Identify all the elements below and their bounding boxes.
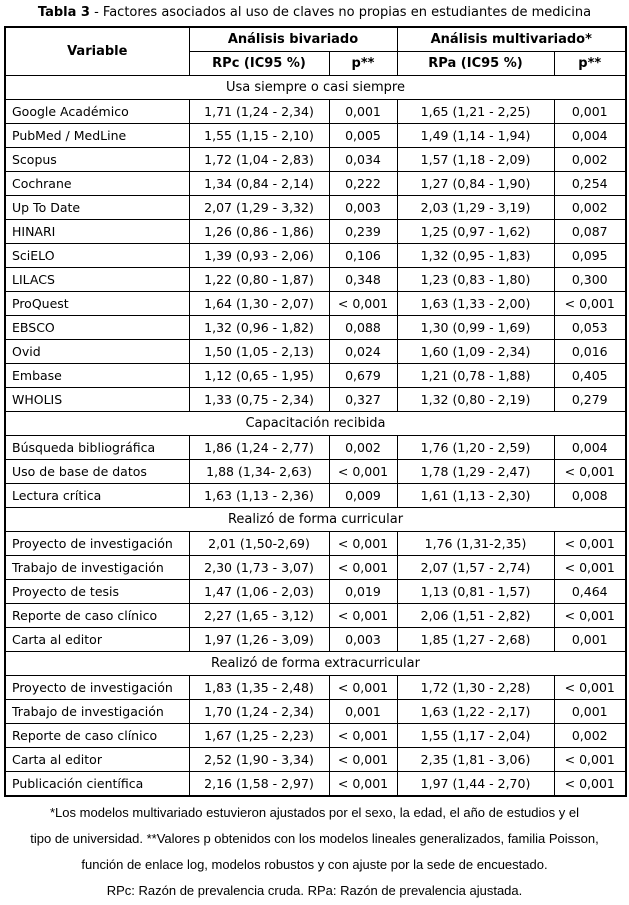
cell-variable: Trabajo de investigación	[5, 700, 189, 724]
cell-p-bivariate: 0,679	[329, 364, 397, 388]
cell-p-bivariate: 0,019	[329, 580, 397, 604]
table-row	[5, 748, 626, 772]
cell-p-bivariate: 0,239	[329, 220, 397, 244]
cell-variable: Cochrane	[5, 172, 189, 196]
section-row	[5, 652, 626, 676]
cell-variable: Google Académico	[5, 100, 189, 124]
table-row	[5, 244, 626, 268]
cell-p-multivariate: < 0,001	[554, 292, 626, 316]
cell-rpa: 2,35 (1,81 - 3,06)	[397, 748, 554, 772]
footnote-line: RPc: Razón de prevalencia cruda. RPa: Razón de prevalencia ajustada.	[106, 883, 523, 898]
cell-rpa: 1,97 (1,44 - 2,70)	[397, 772, 554, 797]
cell-variable: Lectura crítica	[5, 484, 189, 508]
cell-p-multivariate: 0,001	[554, 100, 626, 124]
cell-rpa: 1,85 (1,27 - 2,68)	[397, 628, 554, 652]
col-header-rpa: RPa (IC95 %)	[397, 52, 554, 76]
cell-p-multivariate: 0,002	[554, 148, 626, 172]
cell-rpc: 1,33 (0,75 - 2,34)	[189, 388, 329, 412]
cell-rpc: 2,52 (1,90 - 3,34)	[189, 748, 329, 772]
cell-p-bivariate: 0,348	[329, 268, 397, 292]
cell-rpa: 1,61 (1,13 - 2,30)	[397, 484, 554, 508]
cell-rpa: 1,76 (1,31-2,35)	[397, 532, 554, 556]
cell-rpa: 1,63 (1,33 - 2,00)	[397, 292, 554, 316]
cell-rpc: 2,01 (1,50-2,69)	[189, 532, 329, 556]
cell-rpc: 1,22 (0,80 - 1,87)	[189, 268, 329, 292]
table-row	[5, 340, 626, 364]
cell-variable: Reporte de caso clínico	[5, 604, 189, 628]
cell-p-bivariate: < 0,001	[329, 676, 397, 700]
cell-rpa: 1,55 (1,17 - 2,04)	[397, 724, 554, 748]
cell-p-multivariate: 0,279	[554, 388, 626, 412]
table-row	[5, 292, 626, 316]
cell-rpa: 1,72 (1,30 - 2,28)	[397, 676, 554, 700]
cell-p-bivariate: < 0,001	[329, 556, 397, 580]
cell-rpa: 1,63 (1,22 - 2,17)	[397, 700, 554, 724]
table-row	[5, 148, 626, 172]
results-table	[4, 26, 627, 797]
cell-p-multivariate: 0,095	[554, 244, 626, 268]
cell-rpc: 1,26 (0,86 - 1,86)	[189, 220, 329, 244]
cell-rpa: 1,23 (0,83 - 1,80)	[397, 268, 554, 292]
table-caption-number: Tabla 3	[37, 5, 90, 20]
cell-variable: Búsqueda bibliográfica	[5, 436, 189, 460]
cell-rpc: 1,67 (1,25 - 2,23)	[189, 724, 329, 748]
table-row	[5, 388, 626, 412]
cell-p-bivariate: < 0,001	[329, 292, 397, 316]
cell-variable: Proyecto de investigación	[5, 532, 189, 556]
cell-variable: Carta al editor	[5, 748, 189, 772]
cell-p-multivariate: 0,004	[554, 436, 626, 460]
cell-p-bivariate: 0,001	[329, 700, 397, 724]
table-row	[5, 580, 626, 604]
footnotes	[0, 800, 629, 904]
cell-rpc: 1,72 (1,04 - 2,83)	[189, 148, 329, 172]
cell-p-bivariate: < 0,001	[329, 604, 397, 628]
cell-p-multivariate: < 0,001	[554, 676, 626, 700]
cell-p-bivariate: < 0,001	[329, 460, 397, 484]
table-row	[5, 220, 626, 244]
footnote-line: función de enlace log, modelos robustos y con ajuste por la sede de encuestado.	[81, 857, 548, 872]
section-label: Capacitación recibida	[5, 412, 626, 436]
cell-rpa: 1,49 (1,14 - 1,94)	[397, 124, 554, 148]
cell-rpc: 1,86 (1,24 - 2,77)	[189, 436, 329, 460]
section-label: Realizó de forma curricular	[5, 508, 626, 532]
cell-p-bivariate: 0,222	[329, 172, 397, 196]
cell-variable: HINARI	[5, 220, 189, 244]
footnote-line: *Los modelos multivariado estuvieron ajustados por el sexo, la edad, el año de estudios y el	[50, 805, 579, 820]
cell-p-multivariate: 0,016	[554, 340, 626, 364]
table-caption	[0, 3, 629, 26]
section-label: Usa siempre o casi siempre	[5, 76, 626, 100]
cell-rpa: 1,21 (0,78 - 1,88)	[397, 364, 554, 388]
cell-p-bivariate: 0,009	[329, 484, 397, 508]
table-row	[5, 268, 626, 292]
cell-variable: Proyecto de tesis	[5, 580, 189, 604]
section-label: Realizó de forma extracurricular	[5, 652, 626, 676]
cell-rpc: 2,27 (1,65 - 3,12)	[189, 604, 329, 628]
table-row	[5, 484, 626, 508]
cell-p-bivariate: 0,003	[329, 196, 397, 220]
table-row	[5, 772, 626, 797]
cell-rpc: 1,70 (1,24 - 2,34)	[189, 700, 329, 724]
table-row	[5, 196, 626, 220]
table-row	[5, 724, 626, 748]
table-row	[5, 532, 626, 556]
cell-rpa: 1,30 (0,99 - 1,69)	[397, 316, 554, 340]
cell-variable: Publicación científica	[5, 772, 189, 797]
cell-rpc: 1,97 (1,26 - 3,09)	[189, 628, 329, 652]
cell-p-bivariate: 0,003	[329, 628, 397, 652]
cell-variable: Proyecto de investigación	[5, 676, 189, 700]
cell-p-bivariate: 0,005	[329, 124, 397, 148]
cell-variable: Embase	[5, 364, 189, 388]
table-header	[5, 27, 626, 76]
cell-rpa: 1,78 (1,29 - 2,47)	[397, 460, 554, 484]
cell-rpa: 1,60 (1,09 - 2,34)	[397, 340, 554, 364]
cell-rpa: 1,32 (0,80 - 2,19)	[397, 388, 554, 412]
cell-p-multivariate: < 0,001	[554, 556, 626, 580]
cell-p-bivariate: < 0,001	[329, 772, 397, 797]
table-row	[5, 124, 626, 148]
cell-variable: EBSCO	[5, 316, 189, 340]
section-row	[5, 508, 626, 532]
cell-rpc: 1,88 (1,34- 2,63)	[189, 460, 329, 484]
table-row	[5, 700, 626, 724]
table-row	[5, 556, 626, 580]
cell-rpa: 1,76 (1,20 - 2,59)	[397, 436, 554, 460]
cell-p-multivariate: 0,300	[554, 268, 626, 292]
cell-rpc: 1,64 (1,30 - 2,07)	[189, 292, 329, 316]
col-header-variable: Variable	[5, 27, 189, 76]
table-body	[5, 76, 626, 797]
cell-rpa: 2,07 (1,57 - 2,74)	[397, 556, 554, 580]
cell-p-bivariate: < 0,001	[329, 748, 397, 772]
cell-rpc: 2,30 (1,73 - 3,07)	[189, 556, 329, 580]
col-header-p-bivariate: p**	[329, 52, 397, 76]
cell-variable: Up To Date	[5, 196, 189, 220]
cell-p-multivariate: 0,405	[554, 364, 626, 388]
cell-rpa: 1,13 (0,81 - 1,57)	[397, 580, 554, 604]
cell-p-bivariate: 0,106	[329, 244, 397, 268]
cell-p-bivariate: < 0,001	[329, 532, 397, 556]
cell-rpa: 1,27 (0,84 - 1,90)	[397, 172, 554, 196]
cell-p-multivariate: 0,002	[554, 196, 626, 220]
table-row	[5, 316, 626, 340]
cell-variable: WHOLIS	[5, 388, 189, 412]
col-header-rpc: RPc (IC95 %)	[189, 52, 329, 76]
cell-variable: Uso de base de datos	[5, 460, 189, 484]
cell-p-bivariate: 0,001	[329, 100, 397, 124]
cell-rpc: 1,39 (0,93 - 2,06)	[189, 244, 329, 268]
cell-p-multivariate: < 0,001	[554, 532, 626, 556]
cell-p-multivariate: < 0,001	[554, 748, 626, 772]
table-row	[5, 460, 626, 484]
cell-rpa: 1,25 (0,97 - 1,62)	[397, 220, 554, 244]
table-row	[5, 604, 626, 628]
cell-p-multivariate: 0,254	[554, 172, 626, 196]
cell-rpc: 1,50 (1,05 - 2,13)	[189, 340, 329, 364]
table-caption-text: - Factores asociados al uso de claves no propias en estudiantes de medicina	[94, 5, 592, 20]
cell-rpa: 1,65 (1,21 - 2,25)	[397, 100, 554, 124]
cell-variable: Ovid	[5, 340, 189, 364]
section-row	[5, 76, 626, 100]
cell-variable: SciELO	[5, 244, 189, 268]
cell-rpc: 1,32 (0,96 - 1,82)	[189, 316, 329, 340]
cell-rpc: 1,83 (1,35 - 2,48)	[189, 676, 329, 700]
cell-rpa: 2,06 (1,51 - 2,82)	[397, 604, 554, 628]
cell-p-bivariate: 0,034	[329, 148, 397, 172]
cell-rpc: 1,47 (1,06 - 2,03)	[189, 580, 329, 604]
cell-p-multivariate: 0,002	[554, 724, 626, 748]
cell-variable: Trabajo de investigación	[5, 556, 189, 580]
table-row	[5, 676, 626, 700]
cell-p-bivariate: 0,024	[329, 340, 397, 364]
cell-rpc: 1,34 (0,84 - 2,14)	[189, 172, 329, 196]
cell-p-multivariate: < 0,001	[554, 772, 626, 797]
cell-variable: PubMed / MedLine	[5, 124, 189, 148]
table-row	[5, 172, 626, 196]
cell-variable: ProQuest	[5, 292, 189, 316]
col-header-p-multivariate: p**	[554, 52, 626, 76]
cell-p-multivariate: < 0,001	[554, 460, 626, 484]
cell-variable: Reporte de caso clínico	[5, 724, 189, 748]
header-row-groups	[5, 27, 626, 52]
cell-p-bivariate: 0,088	[329, 316, 397, 340]
col-header-multivariate: Análisis multivariado*	[397, 27, 626, 52]
footnote-line: tipo de universidad. **Valores p obtenidos con los modelos lineales generalizados, familia Poisson,	[30, 831, 599, 846]
table-row	[5, 364, 626, 388]
table-row	[5, 436, 626, 460]
cell-rpa: 1,57 (1,18 - 2,09)	[397, 148, 554, 172]
cell-p-multivariate: 0,087	[554, 220, 626, 244]
cell-p-multivariate: 0,001	[554, 700, 626, 724]
cell-rpc: 1,55 (1,15 - 2,10)	[189, 124, 329, 148]
cell-rpc: 1,12 (0,65 - 1,95)	[189, 364, 329, 388]
cell-p-multivariate: 0,001	[554, 628, 626, 652]
cell-p-multivariate: 0,464	[554, 580, 626, 604]
section-row	[5, 412, 626, 436]
cell-rpc: 2,07 (1,29 - 3,32)	[189, 196, 329, 220]
cell-rpa: 2,03 (1,29 - 3,19)	[397, 196, 554, 220]
cell-variable: LILACS	[5, 268, 189, 292]
table-row	[5, 628, 626, 652]
table-row	[5, 100, 626, 124]
cell-rpc: 1,63 (1,13 - 2,36)	[189, 484, 329, 508]
cell-rpc: 2,16 (1,58 - 2,97)	[189, 772, 329, 797]
cell-p-multivariate: 0,004	[554, 124, 626, 148]
cell-rpa: 1,32 (0,95 - 1,83)	[397, 244, 554, 268]
cell-p-bivariate: 0,327	[329, 388, 397, 412]
cell-rpc: 1,71 (1,24 - 2,34)	[189, 100, 329, 124]
cell-p-bivariate: < 0,001	[329, 724, 397, 748]
cell-variable: Carta al editor	[5, 628, 189, 652]
col-header-bivariate: Análisis bivariado	[189, 27, 397, 52]
cell-p-multivariate: < 0,001	[554, 604, 626, 628]
cell-p-multivariate: 0,053	[554, 316, 626, 340]
cell-p-multivariate: 0,008	[554, 484, 626, 508]
cell-p-bivariate: 0,002	[329, 436, 397, 460]
cell-variable: Scopus	[5, 148, 189, 172]
